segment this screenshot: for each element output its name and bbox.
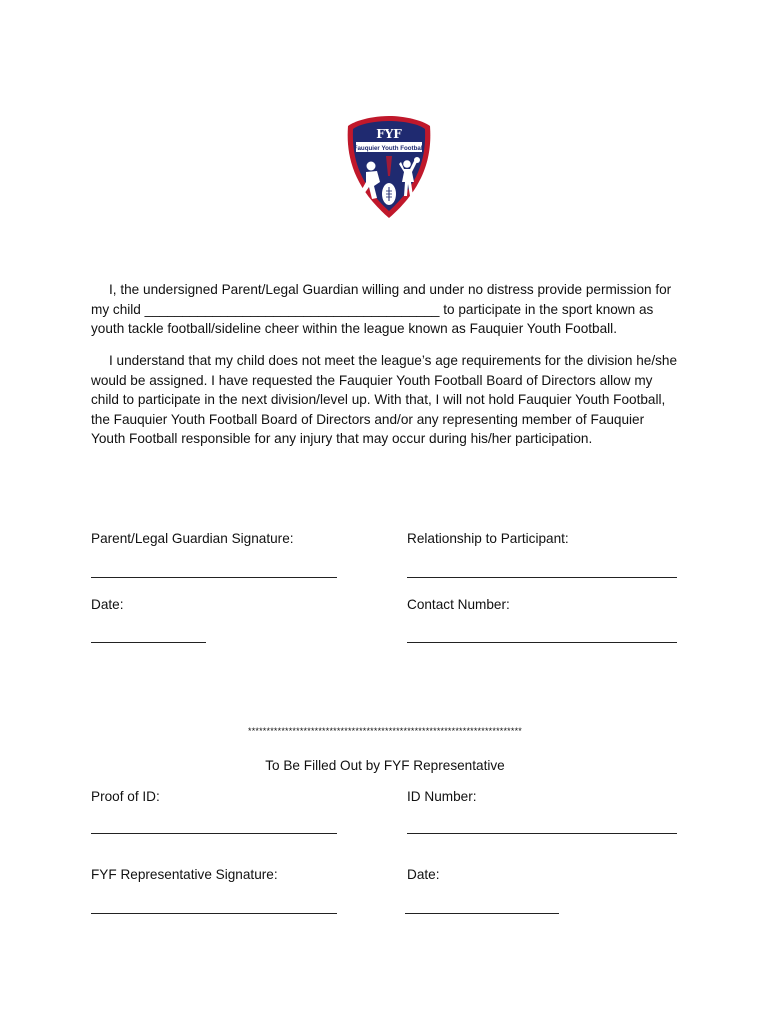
representative-heading: To Be Filled Out by FYF Representative — [265, 758, 505, 773]
guardian-signature-label: Parent/Legal Guardian Signature: — [91, 531, 294, 546]
proof-of-id-label: Proof of ID: — [91, 789, 160, 804]
proof-of-id-line[interactable] — [91, 833, 337, 834]
rep-date-label: Date: — [407, 867, 440, 882]
contact-number-line[interactable] — [407, 642, 677, 643]
rep-signature-label: FYF Representative Signature: — [91, 867, 278, 882]
svg-text:FYF: FYF — [376, 127, 402, 141]
id-number-label: ID Number: — [407, 789, 477, 804]
contact-number-label: Contact Number: — [407, 597, 510, 612]
section-separator: ************************************************************************** — [248, 726, 522, 736]
permission-paragraph: I, the undersigned Parent/Legal Guardian willing and under no distress provide permission for my child _______________________________________ to participate in the sport known as youth tackle football/sideline cheer within the league known as Fauquier Youth Football. — [91, 282, 672, 337]
relationship-label: Relationship to Participant: — [407, 531, 569, 546]
svg-text:Fauquier Youth Football: Fauquier Youth Football — [353, 145, 425, 152]
fyf-logo — [344, 114, 434, 220]
date-line[interactable] — [91, 642, 206, 643]
rep-date-line[interactable] — [405, 913, 559, 914]
guardian-signature-line[interactable] — [91, 577, 337, 578]
id-number-line[interactable] — [407, 833, 677, 834]
understanding-paragraph: I understand that my child does not meet the league’s age requirements for the division he/she would be assigned. I have requested the Fauquier Youth Football Board of Directors allow my child to participate in the next division/level up. With that, I will not hold Fauquier Youth Football, the Fauquier Youth Football Board of Directors and/or any representing member of Fauquier Youth Football responsible for any injury that may occur during his/her participation. — [91, 353, 678, 447]
rep-signature-line[interactable] — [91, 913, 337, 914]
relationship-line[interactable] — [407, 577, 677, 578]
date-label: Date: — [91, 597, 124, 612]
